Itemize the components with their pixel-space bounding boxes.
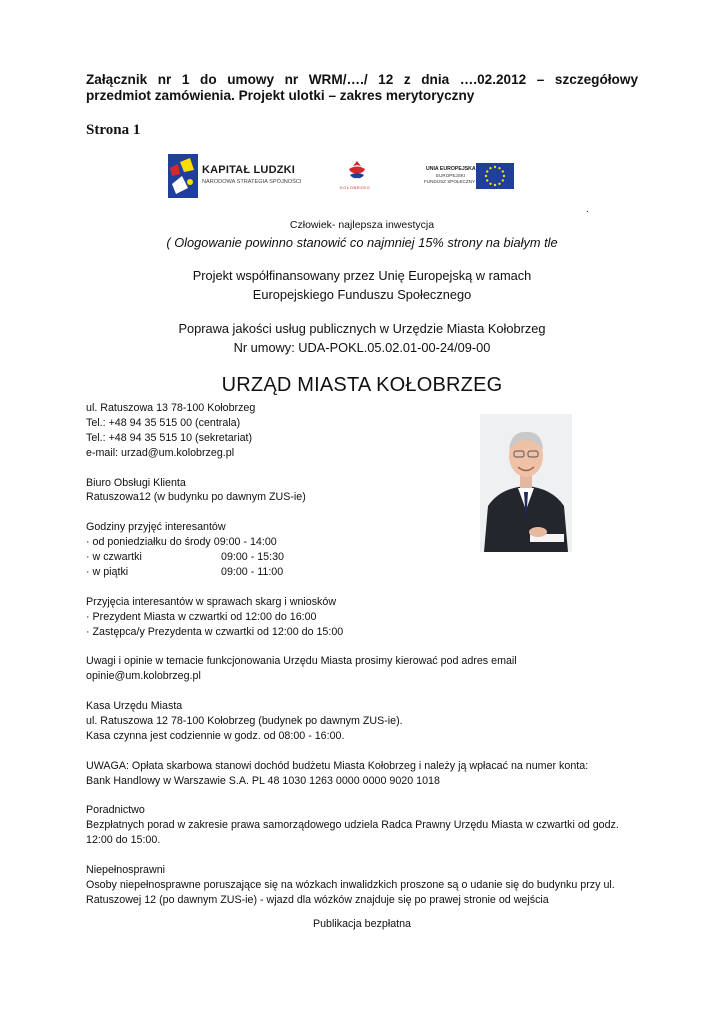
cashier-heading: Kasa Urzędu Miasta (86, 700, 183, 713)
slogan: Człowiek- najlepsza inwestycja (289, 219, 435, 231)
bank-account: Bank Handlowy w Warszawie S.A. PL 48 1030 1263 0000 0000 9020 1018 (86, 774, 440, 787)
header-line-1: Załącznik nr 1 do umowy nr WRM/…./ 12 z dnia ….02.2012 – szczegółowy (86, 72, 638, 87)
hours-time: 09:00 - 11:00 (221, 565, 284, 578)
cashier-address: ul. Ratuszowa 12 78-100 Kołobrzeg (budynek po dawnym ZUS-ie). (86, 714, 403, 727)
disabled-line-1: Osoby niepełnosprawne poruszające się na wózkach inwalidzkich proszone są o udanie się do budynku przy ul. (86, 878, 615, 891)
cofinance-line-2: Europejskiego Funduszu Społecznego (252, 287, 472, 302)
project-line-2: Nr umowy: UDA-POKL.05.02.01-00-24/09-00 (233, 340, 491, 355)
hours-time: 09:00 - 15:30 (221, 551, 284, 564)
advice-line-2: 12:00 do 15:00. (86, 834, 161, 847)
opinions-email: opinie@um.kolobrzeg.pl (86, 670, 201, 683)
hours-day: · od poniedziałku do środy (86, 536, 211, 549)
opinions-text: Uwagi i opinie w temacie funkcjonowania Urzędu Miasta prosimy kierować pod adres email (86, 655, 517, 668)
notice-text: UWAGA: Opłata skarbowa stanowi dochód budżetu Miasta Kołobrzeg i należy ją wpłacać na numer konta: (86, 759, 589, 772)
footer-note: Publikacja bezpłatna (312, 918, 412, 930)
hours-heading: Godziny przyjęć interesantów (86, 521, 226, 534)
complaints-heading: Przyjęcia interesantów w sprawach skarg i wniosków (86, 595, 337, 608)
kolobrzeg-crest-icon (346, 160, 368, 182)
page-label: Strona 1 (86, 122, 141, 138)
hours-day: · w czwartki (86, 551, 142, 564)
logo-bar (160, 152, 520, 200)
project-line-1: Poprawa jakości usług publicznych w Urzędzie Miasta Kołobrzeg (178, 321, 546, 336)
page-title: URZĄD MIASTA KOŁOBRZEG (221, 374, 503, 396)
boi-heading: Biuro Obsługi Klienta (86, 476, 186, 489)
hours-row (86, 565, 646, 580)
cofinance-note (0, 266, 724, 304)
complaints-deputy: · Zastępca/y Prezydenta w czwartki od 12:00 do 15:00 (86, 625, 344, 638)
address: ul. Ratuszowa 13 78-100 Kołobrzeg (86, 402, 256, 414)
project-info (0, 319, 724, 357)
kapital-ludzki-title: KAPITAŁ LUDZKI (202, 164, 296, 176)
logo-note: ( Ologowanie powinno stanowić co najmniej 15% strony na białym tle (166, 235, 558, 250)
cashier-hours: Kasa czynna jest codziennie w godz. od 08:00 - 16:00. (86, 729, 345, 742)
kapital-ludzki-subtitle: NARODOWA STRATEGIA SPÓJNOŚCI (202, 179, 302, 185)
complaints-mayor: · Prezydent Miasta w czwartki od 12:00 do 16:00 (86, 610, 317, 623)
kapital-ludzki-emblem-icon (168, 154, 198, 198)
hours-day: · w piątki (86, 565, 129, 578)
cofinance-line-1: Projekt współfinansowany przez Unię Europejską w ramach (192, 268, 532, 283)
ue-title: UNIA EUROPEJSKA (426, 166, 476, 172)
email: e-mail: urzad@um.kolobrzeg.pl (86, 446, 235, 459)
eu-flag-icon (476, 163, 514, 189)
ue-subtitle-1: EUROPEJSKI (436, 173, 466, 178)
disabled-line-2: Ratuszowej 12 (po dawnym ZUS-ie) - wjazd dla wózków znajduje się po prawej stronie od wejścia (86, 893, 549, 906)
stray-dot: . (586, 204, 589, 215)
hours-row (86, 535, 646, 550)
boi-address: Ratuszowa12 (w budynku po dawnym ZUS-ie) (86, 491, 306, 504)
advice-line-1: Bezpłatnych porad w zakresie prawa samorządowego udziela Radca Prawny Urzędu Miasta w czwartki od godz. (86, 819, 619, 832)
kolobrzeg-caption: KOŁOBRZEG (340, 185, 371, 190)
advice-heading: Poradnictwo (86, 804, 145, 817)
document-header (86, 72, 638, 104)
office-details (86, 401, 646, 908)
header-line-2: przedmiot zamówienia. Projekt ulotki – zakres merytoryczny (86, 88, 475, 103)
phone-central: Tel.: +48 94 35 515 00 (centrala) (86, 416, 241, 429)
hours-time: 09:00 - 14:00 (213, 536, 277, 549)
disabled-heading: Niepełnosprawni (86, 863, 166, 876)
ue-subtitle-2: FUNDUSZ SPOŁECZNY (424, 179, 476, 184)
phone-secretariat: Tel.: +48 94 35 515 10 (sekretariat) (86, 431, 253, 444)
hours-row (86, 550, 646, 565)
